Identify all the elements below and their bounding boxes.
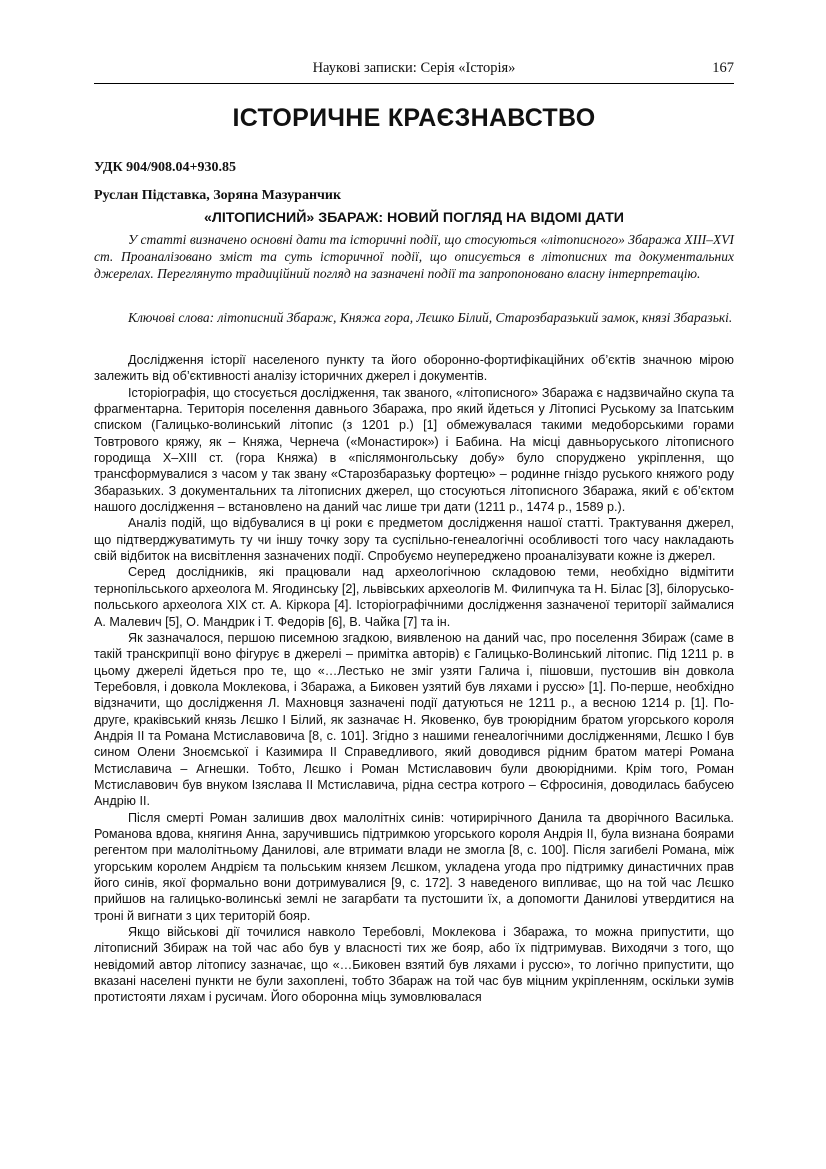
body-paragraph: Історіографія, що стосується дослідження, так званого, «літописного» Збаража є надзвичайно скупа та фрагментарна. Територія поселення давнього Збаража, про який йдеться у Літописі Руському за Іпатським списком (Галицько-волинський літопис (з 1201 р.) [1] обмежувалася такими медоборськими горами Товтрового кряжу, як – Княжа, Чернеча («Монастирок») і Бабина. На місці давньоруського літописного городища X–XIII ст. (гора Княжа) в «післямонгольську добу» було споруджено укріплення, що трансформувалися з часом у так звану «Старозбаразьку фортецю» – родинне гніздо руського княжого роду Збаразьких. З документальних та літописних джерел, що стосуються літописного Збаража, який є об’єктом нашого дослідження – встановлено на даний час лише три дати (1211 р., 1474 р., 1589 р.). [94, 385, 734, 515]
udc-code: УДК 904/908.04+930.85 [94, 160, 237, 175]
section-title: ІСТОРИЧНЕ КРАЄЗНАВСТВО [232, 104, 596, 132]
page-number: 167 [712, 60, 734, 76]
body-paragraph: Як зазначалося, першою писемною згадкою, виявленою на даний час, про поселення Збираж (саме в такій транскрипції воно фігурує в джерелі – примітка авторів) є Галицько-Волинський літопис. Під 1211 р. в цьому джерелі йдеться про те, що «…Лестько не зміг узяти Галича і, пішовши, пустошив він довкола Теребовля, і довкола Моклекова, і Збаража, а Биковен узятий був ляхами і руссю» [1]. По-перше, необхідно відзначити, що дослідження Л. Махновця зазначені події датуються не 1211 р., а весною 1214 р. [1]. По-друге, краківський князь Лєшко І Білий, як зазначає Н. Яковенко, був троюрідним братом угорського короля Андрія ІІ та Романа Мстиславовича [8, с. 101]. Згідно з нашими генеалогічними дослідженнями, Лєшко І був сином Олени Зноємської і Казимира ІІ Справедливого, який доводився рідним братом матері Романа Мстиславича – Агнешки. Тобто, Лєшко і Роман Мстиславович були двоюрідними. Крім того, Роман Мстиславович був внуком Ізяслава ІІ Мстиславича, рідна сестра котрого – Єфросинія, доводилась бабусею Андрію ІІ. [94, 630, 734, 809]
header-divider [94, 83, 734, 84]
authors: Руслан Підставка, Зоряна Мазуранчик [94, 188, 342, 203]
body-paragraph: Дослідження історії населеного пункту та його оборонно-фортифікаційних об’єктів значною мірою залежить від об’єктивності аналізу історичних джерел і документів. [94, 353, 734, 384]
article-title: «ЛІТОПИСНИЙ» ЗБАРАЖ: НОВИЙ ПОГЛЯД НА ВІДОМІ ДАТИ [204, 210, 624, 226]
article-body [94, 352, 734, 1006]
body-paragraph: Якщо військові дії точилися навколо Теребовлі, Моклекова і Збаража, то можна припустити, що літописний Збираж на той час або був у власності тих же бояр, або їх підтримував. Виходячи з того, що невідомий автор літопису зазначає, що «…Биковен взятий був ляхами і руссю», то логічно припустити, що вказані населені пункти не були захоплені, тобто Збараж на той час був міцним укріпленням, оскільки зумів протистояти ляхам і русичам. Його оборонна міць зумовлювалася [94, 925, 734, 1005]
body-paragraph: Серед дослідників, які працювали над археологічною складовою теми, необхідно відмітити тернопільського археолога М. Ягодинську [2], львівських археологів М. Филипчука та Н. Білас [3], білорусько-польського археолога XIX ст. А. Кіркора [4]. Історіографічними дослідження зазначеної території займалися А. Малевич [5], О. Мандрик і Т. Федорів [6], В. Чайка [7] та ін. [94, 565, 734, 629]
journal-title: Наукові записки: Серія «Історія» [312, 60, 516, 76]
keywords: Ключові слова: літописний Збараж, Княжа гора, Лєшко Білий, Старозбаразький замок, князі Збаразькі. [128, 310, 733, 325]
body-paragraph: Після смерті Роман залишив двох малолітніх синів: чотирирічного Данила та дворічного Василька. Романова вдова, княгиня Анна, заручившись підтримкою угорського короля Андрія ІІ, була визнана боярами регентом при малолітньому Данилові, але втримати влади не змогла [8, с. 100]. Після загибелі Романа, між угорським королем Андрієм та польським князем Лєшком, укладена угода про підтримку династичних прав його синів, якої формально вони дотримувалися [9, с. 172]. З наведеного випливає, що на той час Лєшко прийшов на галицько-волинські землі не загарбати та пустошити їх, а допомогти Данилові утвердитися на троні й вигнати з цих територій бояр. [94, 810, 734, 923]
body-paragraph: Аналіз подій, що відбувалися в ці роки є предметом дослідження нашої статті. Трактування джерел, що підтверджуватимуть ту чи іншу точку зору та суспільно-генеалогічні особливості того часу накладають свій відбиток на висвітлення зазначених події. Спробуємо неупереджено проаналізувати кожне із джерел. [94, 516, 734, 564]
running-header [94, 60, 734, 80]
abstract: У статті визначено основні дати та історичні події, що стосуються «літописного» Збаража XIII–XVI ст. Проаналізовано зміст та суть історичної події, що описується в літописних та документальних джерелах. Переглянуто традиційний погляд на зазначені події та запропоновано власну інтерпретацію. [94, 232, 734, 282]
